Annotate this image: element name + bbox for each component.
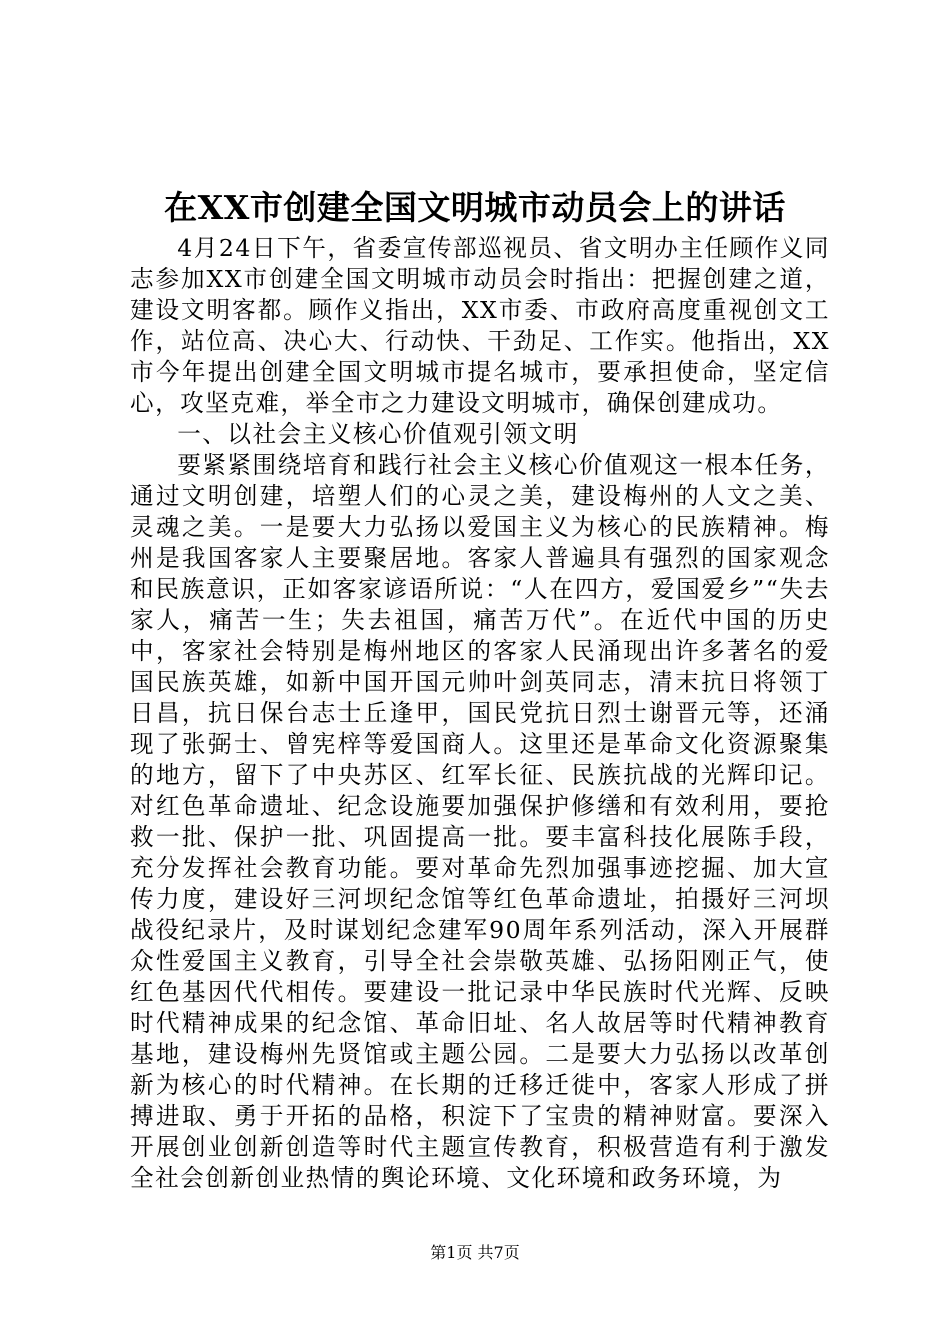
page-number-current: 第1页 (430, 1243, 473, 1262)
page-footer (0, 1242, 950, 1264)
document-title: 在XX市创建全国文明城市动员会上的讲话 (164, 188, 786, 227)
document-body (130, 233, 830, 1194)
paragraph-intro: 4月24日下午，省委宣传部巡视员、省文明办主任顾作义同志参加XX市创建全国文明城市动员会时指出：把握创建之道，建设文明客都。顾作义指出，XX市委、市政府高度重视创文工作，站位高、决心大、行动快、干劲足、工作实。他指出，XX市今年提出创建全国文明城市提名城市，要承担使命，坚定信心，攻坚克难，举全市之力建设文明城市，确保创建成功。 (130, 234, 830, 417)
paragraph-section-1: 要紧紧围绕培育和践行社会主义核心价值观这一根本任务，通过文明创建，培塑人们的心灵之美，建设梅州的人文之美、灵魂之美。一是要大力弘扬以爱国主义为核心的民族精神。梅州是我国客家人主要聚居地。客家人普遍具有强烈的国家观念和民族意识，正如客家谚语所说：“人在四方，爱国爱乡”“失去家人，痛苦一生；失去祖国，痛苦万代”。在近代中国的历史中，客家社会特别是梅州地区的客家人民涌现出许多著名的爱国民族英雄，如新中国开国元帅叶剑英同志，清末抗日将领丁日昌，抗日保台志士丘逢甲，国民党抗日烈士谢晋元等，还涌现了张弼士、曾宪梓等爱国商人。这里还是革命文化资源聚集的地方，留下了中央苏区、红军长征、民族抗战的光辉印记。对红色革命遗址、纪念设施要加强保护修缮和有效利用，要抢救一批、保护一批、巩固提高一批。要丰富科技化展陈手段，充分发挥社会教育功能。要对革命先烈加强事迹挖掘、加大宣传力度，建设好三河坝纪念馆等红色革命遗址，拍摄好三河坝战役纪录片，及时谋划纪念建军90周年系列活动，深入开展群众性爱国主义教育，引导全社会崇敬英雄、弘扬阳刚正气，使红色基因代代相传。要建设一批记录中华民族时代光辉、反映时代精神成果的纪念馆、革命旧址、名人故居等时代精神教育基地，建设梅州先贤馆或主题公园。二是要大力弘扬以改革创新为核心的时代精神。在长期的迁移迁徙中，客家人形成了拼搏进取、勇于开拓的品格，积淀下了宝贵的精神财富。要深入开展创业创新创造等时代主题宣传教育，积极营造有利于激发全社会创新创业热情的舆论环境、文化环境和政务环境，为 (130, 451, 830, 1192)
section-heading: 一、以社会主义核心价值观引领文明 (177, 420, 579, 448)
page-number-total: 共7页 (477, 1243, 520, 1262)
